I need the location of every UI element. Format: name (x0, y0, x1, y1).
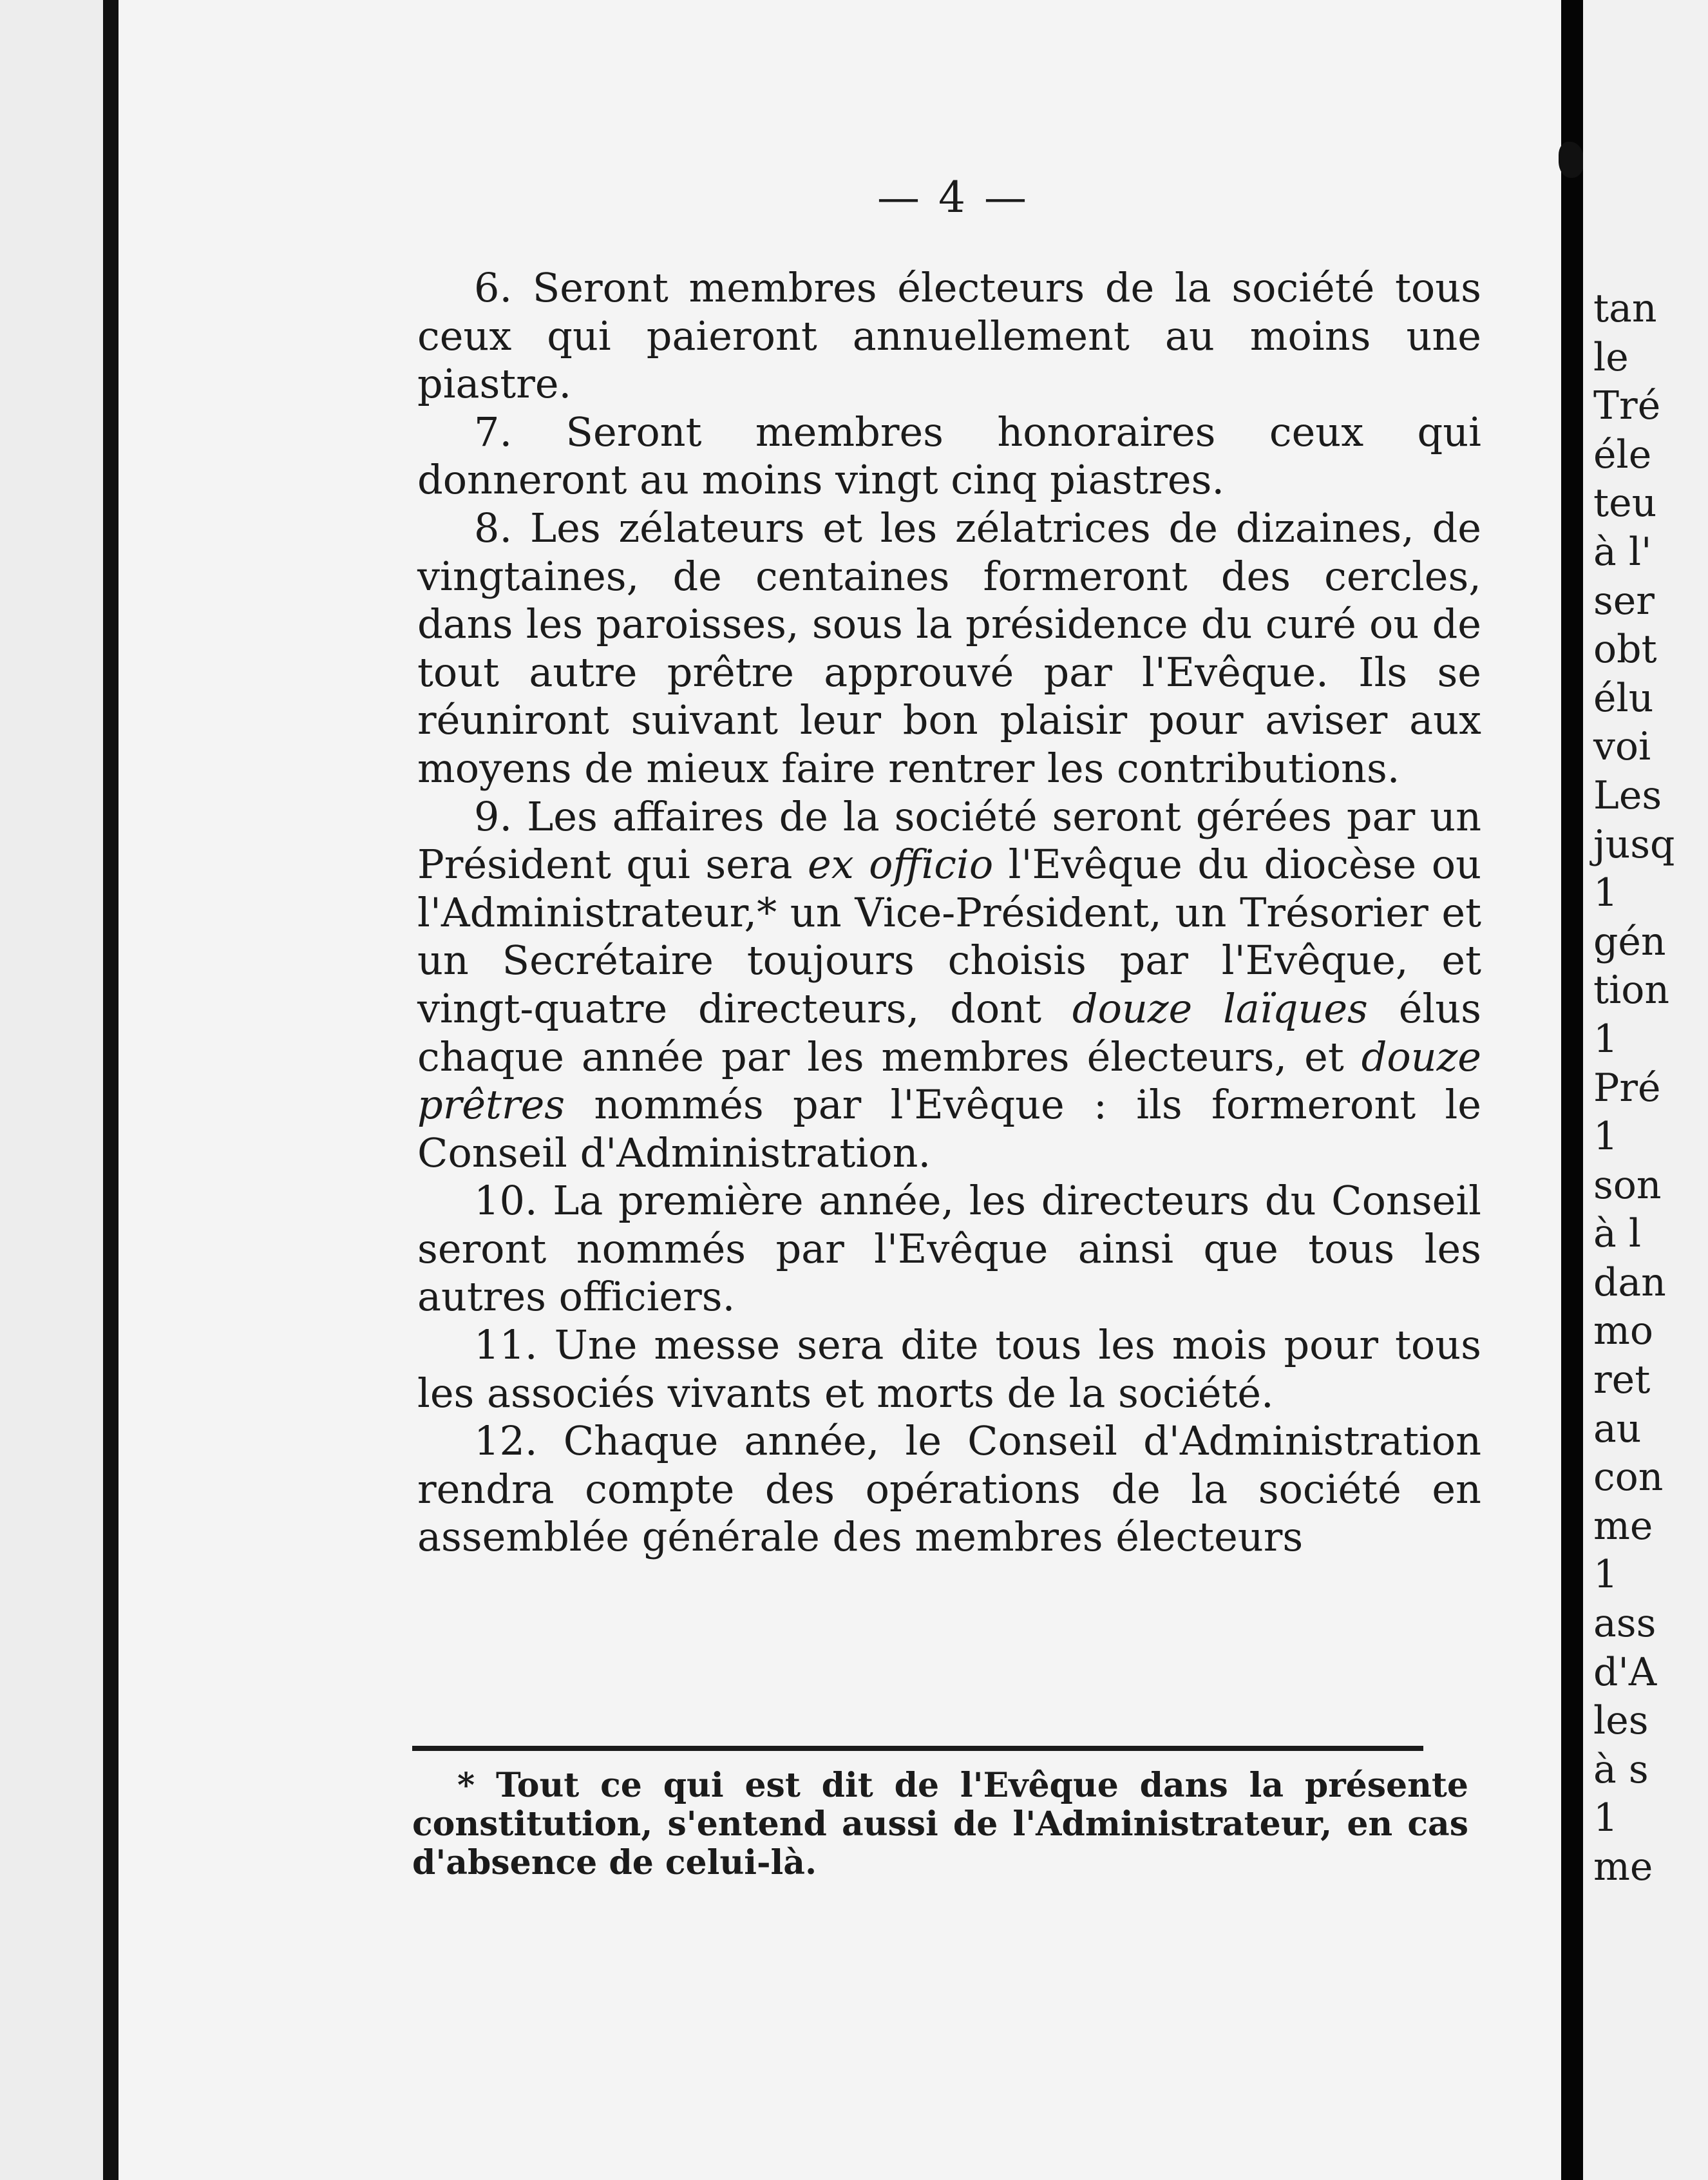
right-page-fragment: Tré (1593, 383, 1661, 429)
right-page-edge (1583, 0, 1708, 2180)
right-page-fragment: à l (1593, 1211, 1642, 1257)
footnote-rule (412, 1746, 1423, 1751)
right-page-fragment: 1 (1593, 1016, 1618, 1062)
article-7: 7. Seront membres honoraires ceux qui donneront au moins vingt cinq piastres. (417, 408, 1481, 504)
right-page-fragment: 1 (1593, 1114, 1618, 1160)
right-page-fragment: son (1593, 1162, 1662, 1208)
right-page-fragment: tion (1593, 968, 1670, 1013)
right-page-fragment: con (1593, 1455, 1664, 1500)
article-9 (417, 793, 1481, 1178)
article-11: 11. Une messe sera dite tous les mois pour tous les associés vivants et morts de la société. (417, 1321, 1481, 1417)
right-page-fragment: gén (1593, 919, 1666, 964)
right-page-fragment: à l' (1593, 529, 1652, 575)
right-page-fragment: élu (1593, 675, 1654, 721)
article-9-ex-officio: ex officio (808, 841, 994, 888)
article-9-part-a: 9. Les affaires de la société seront gérées par un Président qui sera (417, 792, 1481, 888)
right-page-fragment: voi (1593, 724, 1651, 770)
right-page-fragment: tan (1593, 286, 1657, 331)
right-page-fragment: le (1593, 334, 1629, 380)
page-gutter (1561, 0, 1583, 2180)
right-page-fragment: me (1593, 1503, 1653, 1549)
binding-edge (103, 0, 119, 2180)
article-9-part-c: élus chaque année par les membres électeurs, et (417, 984, 1482, 1080)
article-9-part-b: l'Evêque du diocèse ou l'Administrateur,* un Vice-Président, un Trésorier et un Secrétaire toujours choisis par l'Evêque, et vingt-quatre directeurs, dont (417, 841, 1482, 1032)
article-9-douze-laiques: douze laïques (1072, 984, 1368, 1032)
right-page-fragment: me (1593, 1844, 1653, 1889)
right-page-fragment: ret (1593, 1357, 1651, 1403)
right-page-fragment: Les (1593, 772, 1662, 818)
right-page-fragments (1593, 285, 1675, 1892)
article-10: 10. La première année, les directeurs du Conseil seront nommés par l'Evêque ainsi que tous les autres officiers. (417, 1177, 1481, 1321)
left-margin-strip (0, 0, 103, 2180)
footnote (412, 1766, 1468, 1882)
right-page-fragment: éle (1593, 432, 1652, 477)
article-text (417, 264, 1481, 1562)
article-9-part-d: nommés par l'Evêque : ils formeront le Conseil d'Administration. (417, 1081, 1481, 1176)
right-page-fragment: 1 (1593, 870, 1618, 916)
right-page-fragment: teu (1593, 481, 1657, 526)
article-12: 12. Chaque année, le Conseil d'Administration rendra compte des opérations de la société en assemblée générale des membres électeurs (417, 1417, 1481, 1561)
right-page-fragment: ass (1593, 1601, 1656, 1647)
footnote-text: * Tout ce qui est dit de l'Evêque dans la présente constitution, s'entend aussi de l'Administrateur, en cas d'absence de celui-là. (412, 1766, 1468, 1882)
article-6: 6. Seront membres électeurs de la société tous ceux qui paieront annuellement au moins une piastre. (417, 264, 1481, 408)
right-page-fragment: d'A (1593, 1649, 1657, 1695)
right-page-fragment: ser (1593, 578, 1655, 624)
right-page-fragment: à s (1593, 1746, 1649, 1792)
article-9-douze-pretres: douze prêtres (417, 1033, 1481, 1129)
right-page-fragment: dan (1593, 1259, 1666, 1305)
right-page-fragment: au (1593, 1406, 1642, 1451)
right-page-fragment: mo (1593, 1308, 1654, 1354)
right-page-fragment: les (1593, 1698, 1649, 1744)
right-page-fragment: 1 (1593, 1795, 1618, 1841)
right-page-fragment: 1 (1593, 1552, 1618, 1598)
right-page-fragment: obt (1593, 627, 1657, 673)
article-8: 8. Les zélateurs et les zélatrices de dizaines, de vingtaines, de centaines formeront des cercles, dans les paroisses, sous la présidence du curé ou de tout autre prêtre approuvé par l'Evêque. Ils se réuniront suivant leur bon plaisir pour aviser aux moyens de mieux faire rentrer les contributions. (417, 504, 1481, 792)
right-page-fragment: Pré (1593, 1065, 1661, 1111)
page-number: — 4 — (877, 173, 1029, 222)
right-page-fragment: jusq (1593, 821, 1675, 867)
